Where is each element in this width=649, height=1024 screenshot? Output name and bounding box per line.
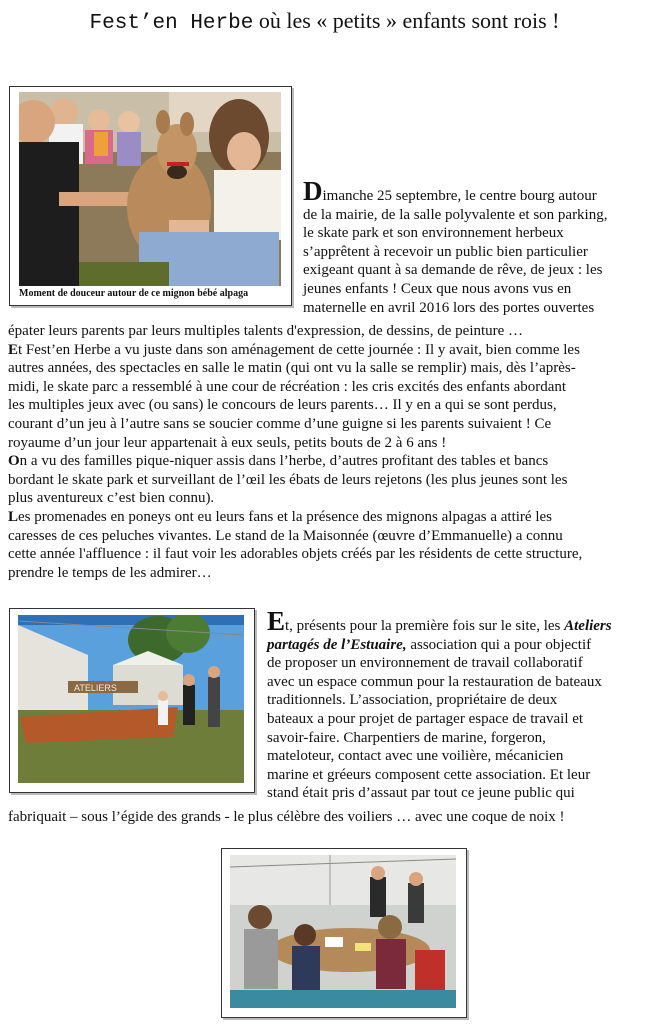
paragraph-ateliers-line-5: traditionnels. L’association, propriétaire de deux — [267, 692, 558, 709]
paragraph-ateliers-line-4: avec un espace commun pour la restauration de bateaux — [267, 673, 602, 690]
paragraph-dimanche-line-7: maternelle en avril 2016 lors des portes ouvertes — [303, 299, 595, 316]
paragraph-promenades-line-3: cette année l'affluence : il faut voir les adorables objets créés par les résidents de cette structure, — [8, 546, 583, 563]
paragraph-fest-line-2: autres années, des spectacles en salle le matin (qui ont vu la salle se remplir) mais, dès l’après- — [8, 360, 576, 377]
paragraph-ateliers-line-6: bateaux a pour projet de partager espace de travail et — [267, 710, 584, 727]
body-text-main — [8, 322, 644, 582]
paragraph-ateliers-line-11: fabriquait – sous l’égide des grands - le plus célèbre des voiliers … avec une coque de noix ! — [8, 809, 565, 825]
paragraph-dimanche-line-5: exigeant quant à sa demande de rêve, de jeux : les — [303, 262, 603, 279]
ateliers-photo-illustration — [18, 615, 244, 783]
paragraph-familles-line-1: On a vu des familles pique-niquer assis dans l’herbe, d’autres profitant des tables et bancs — [8, 453, 549, 470]
paragraph-dimanche-line-3: le skate park et son environnement herbeux — [303, 225, 564, 242]
photo-alpaca — [19, 92, 281, 286]
paragraph-fest-line-6: royaume d’un jour leur appartenait à eux seuls, petits bouts de 2 à 6 ans ! — [8, 434, 447, 451]
paragraph-ateliers-line-1: Et, présents pour la première fois sur le site, les Ateliers — [267, 606, 612, 636]
paragraph-dimanche-line-8: épater leurs parents par leurs multiples talents d'expression, de dessins, de peinture … — [8, 323, 524, 339]
paragraph-ateliers-full — [8, 808, 644, 827]
paragraph-fest-line-3: midi, le skate parc a ressemblé à une cour de récréation : les cris excités des enfants abordant — [8, 378, 567, 395]
paragraph-ateliers-line-2: partagés de l’Estuaire, association qui a pour objectif — [267, 636, 592, 653]
photo-alpaca-caption: Moment de douceur autour de ce mignon bébé alpaga — [19, 288, 249, 299]
dropcap-d: D — [303, 176, 323, 206]
paragraph-ateliers-line-7: savoir-faire. Charpentiers de marine, forgeron, — [267, 729, 546, 746]
paragraph-promenades-line-4: prendre le temps de les admirer… — [8, 564, 212, 581]
paragraph-dimanche — [303, 176, 643, 317]
ateliers-sign-text: ATELIERS — [74, 683, 117, 693]
paragraph-dimanche-line-6: jeunes enfants ! Ceux que nous avons vus en — [303, 280, 572, 297]
paragraph-dimanche-line-1: Dimanche 25 septembre, le centre bourg autour — [303, 176, 597, 206]
paragraph-fest-line-4: les multiples jeux avec (ou sans) le concours de leurs parents… Il y en a qui se sont perdus, — [8, 397, 557, 414]
workshop-photo-illustration — [230, 855, 456, 1008]
paragraph-dimanche-line-2: de la mairie, de la salle polyvalente et son parking, — [303, 206, 608, 223]
title-part-event-name: Fest’en Herbe — [89, 12, 254, 35]
page-title — [0, 8, 649, 35]
paragraph-dimanche-line-4: s’apprêtent à recevoir un public bien particulier — [303, 243, 588, 260]
paragraph-ateliers-line-10: stand était pris d’assaut par tout ce jeune public qui — [267, 785, 575, 802]
photo-ateliers — [18, 615, 244, 783]
paragraph-promenades-line-2: caresses de ces peluches vivantes. Le stand de la Maisonnée (œuvre d’Emmanuelle) a connu — [8, 527, 563, 544]
paragraph-ateliers-line-9: marine et gréeurs composent cette association. Et leur — [267, 766, 591, 783]
alpaca-photo-illustration — [19, 92, 281, 286]
paragraph-familles-line-2: bordant le skate park et surveillant de l’œil les ébats de leurs rejetons (les plus jeunes sont les — [8, 471, 568, 488]
dropcap-e: E — [267, 606, 286, 636]
paragraph-familles-line-3: plus aventureux c’est bien connu). — [8, 490, 215, 507]
paragraph-fest-line-1: Et Fest’en Herbe a vu juste dans son aménagement de cette journée : Il y avait, bien comme les — [8, 341, 580, 358]
paragraph-fest-line-5: courant d’un jeu à l’autre sans se soucier comme d’une guigne si les parents suivaient ! Ce — [8, 415, 552, 432]
title-part-tagline: où les « petits » enfants sont rois ! — [253, 8, 560, 33]
paragraph-ateliers-line-8: mateloteur, contact avec une voilière, mécanicien — [267, 748, 564, 765]
paragraph-ateliers-line-3: de proposer un environnement de travail collaboratif — [267, 655, 583, 672]
paragraph-promenades-line-1: Les promenades en poneys ont eu leurs fans et la présence des mignons alpagas a attiré les — [8, 508, 553, 525]
photo-workshop — [230, 855, 456, 1008]
paragraph-ateliers — [267, 606, 645, 803]
